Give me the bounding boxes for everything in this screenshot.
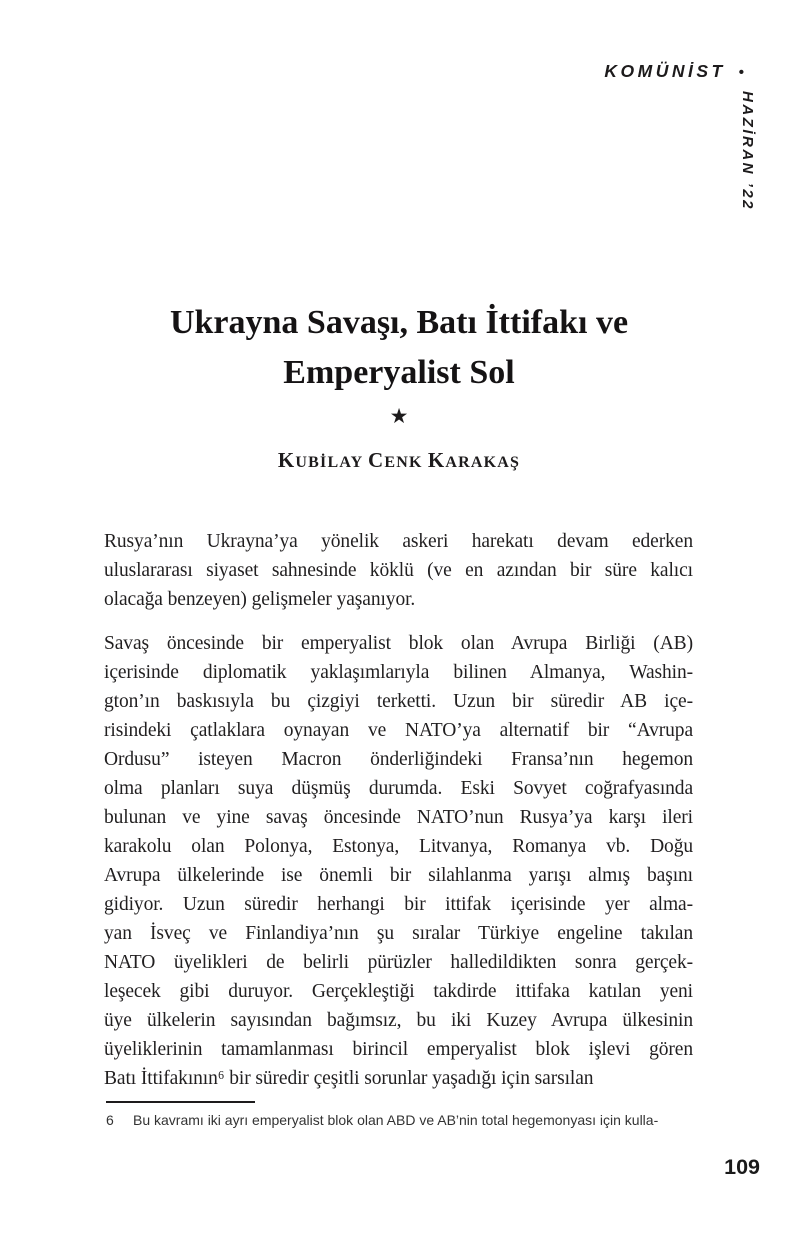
text-line: NATO üyelikleri de belirli pürüzler halledildikten sonra gerçek- [104,952,693,973]
article-title-line-2: Emperyalist Sol [283,354,515,391]
text-line: olma planları suya düşmüş durumda. Eski Sovyet coğrafyasında [104,778,693,799]
text-line: üyeliklerinin tamamlanması birincil emperyalist blok işlevi gören [104,1039,693,1060]
author-initial: K [427,448,446,472]
text-line: gton’ın baskısıyla bu çizgiyi terketti. Uzun bir süredir AB içe- [104,691,693,712]
text-line: Ordusu” isteyen Macron önderliğindeki Fransa’nın hegemon [104,749,693,770]
article-title-line-1: Ukrayna Savaşı, Batı İttifakı ve [169,304,629,341]
masthead [604,61,744,82]
text-line: risindeki çatlaklara oynayan ve NATO’ya alternatif bir “Avrupa [104,720,693,741]
author-initial: K [277,448,296,472]
text-line: olacağa benzeyen) gelişmeler yaşanıyor. [104,589,416,610]
text-line: gidiyor. Uzun süredir herhangi bir ittifak içerisinde yer alma- [104,894,693,915]
article-header [0,298,798,473]
journal-title: KOMÜNİST [604,61,726,81]
page-number: 109 [724,1155,760,1179]
text-line: içerisinde diplomatik yaklaşımlarıyla bilinen Almanya, Washin- [104,662,693,683]
text-line: Batı İttifakının⁶ bir süredir çeşitli sorunlar yaşadığı için sarsılan [104,1068,594,1089]
text-line: yan İsveç ve Finlandiya’nın şu sıralar Türkiye engeline takılan [104,923,693,944]
text-line: bulunan ve yine savaş öncesinde NATO’nun Rusya’ya karşı ileri [104,807,693,828]
text-line: leşecek gibi duruyor. Gerçekleştiği takdirde ittifaka katılan yeni [104,981,693,1002]
star-icon: ★ [389,404,409,428]
paragraph [104,629,693,1093]
footnote-number: 6 [106,1112,114,1128]
article-body [104,527,693,1093]
text-line: uluslararası siyaset sahnesinde köklü (ve en azından bir süre kalıcı [104,560,693,581]
paragraph [104,527,693,614]
footnote [106,1101,695,1129]
bullet-icon: • [738,64,744,81]
author-name: KUBİLAY CENK KARAKAŞ [277,448,521,472]
text-line: üye ülkelerin sayısından bağımsız, bu iki Kuzey Avrupa ülkesinin [104,1010,693,1031]
text-line: Avrupa ülkelerinde ise önemli bir silahlanma yarışı almış başını [104,865,693,886]
text-line: Savaş öncesinde bir emperyalist blok olan Avrupa Birliği (AB) [104,633,693,654]
text-line: Rusya’nın Ukrayna’ya yönelik askeri harekatı devam ederken [104,531,693,552]
footnote-text: Bu kavramı iki ayrı emperyalist blok olan ABD ve AB’nin total hegemonyası için kulla- [133,1112,659,1128]
issue-date-vertical: HAZİRAN ’22 [739,91,756,212]
footnote-line [106,1111,695,1129]
author-initial: C [367,448,385,472]
footnote-divider [106,1101,255,1103]
text-line: karakolu olan Polonya, Estonya, Litvanya, Romanya vb. Doğu [104,836,693,857]
